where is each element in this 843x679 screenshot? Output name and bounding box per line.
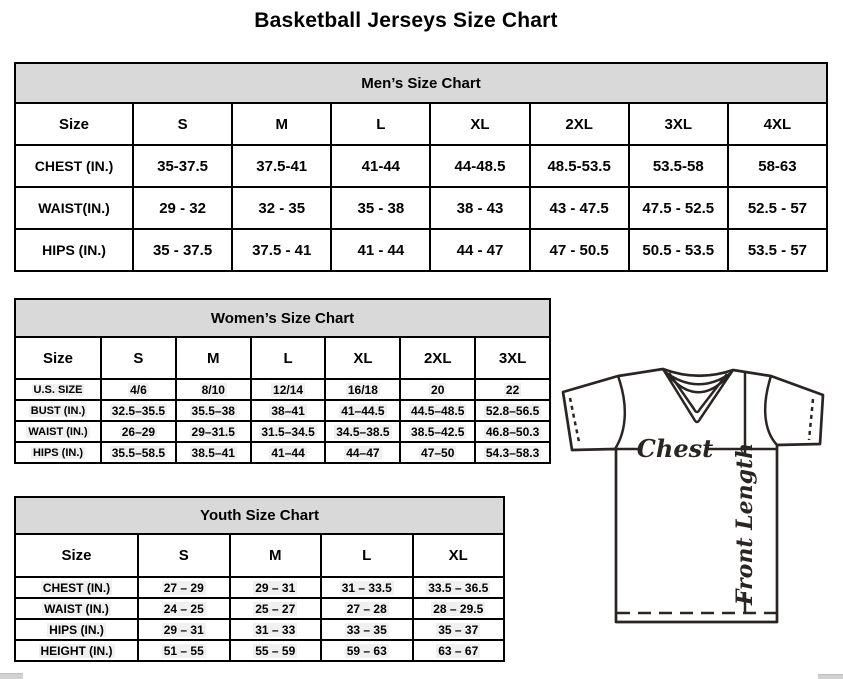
table-row bbox=[15, 640, 504, 661]
size-cell: 4/6 bbox=[101, 379, 176, 400]
size-cell: 8/10 bbox=[176, 379, 251, 400]
column-header: S bbox=[138, 534, 230, 577]
row-label: HIPS (IN.) bbox=[15, 229, 133, 271]
size-cell: 38.5–41 bbox=[176, 442, 251, 463]
size-cell: 46.8–50.3 bbox=[475, 421, 550, 442]
row-label: HEIGHT (IN.) bbox=[15, 640, 138, 661]
scrollbar-fragment-left[interactable] bbox=[0, 673, 23, 679]
column-header: XL bbox=[413, 534, 505, 577]
column-header: XL bbox=[325, 337, 400, 379]
size-cell: 54.3–58.3 bbox=[475, 442, 550, 463]
size-cell: 35.5–38 bbox=[176, 400, 251, 421]
womens-table-title: Women’s Size Chart bbox=[15, 299, 550, 337]
size-cell: 59 – 63 bbox=[321, 640, 413, 661]
column-header: M bbox=[176, 337, 251, 379]
size-cell: 43 - 47.5 bbox=[530, 187, 629, 229]
size-cell: 63 – 67 bbox=[413, 640, 505, 661]
size-cell: 35.5–58.5 bbox=[101, 442, 176, 463]
size-cell: 37.5-41 bbox=[232, 145, 331, 187]
youth-table-title: Youth Size Chart bbox=[15, 497, 504, 534]
row-label: CHEST (IN.) bbox=[15, 577, 138, 598]
size-cell: 34.5–38.5 bbox=[325, 421, 400, 442]
column-header: 2XL bbox=[400, 337, 475, 379]
size-cell: 55 – 59 bbox=[230, 640, 322, 661]
size-cell: 12/14 bbox=[251, 379, 326, 400]
size-cell: 53.5 - 57 bbox=[728, 229, 827, 271]
size-cell: 48.5-53.5 bbox=[530, 145, 629, 187]
column-header: 3XL bbox=[475, 337, 550, 379]
column-header: Size bbox=[15, 103, 133, 145]
size-cell: 27 – 28 bbox=[321, 598, 413, 619]
table-row bbox=[15, 442, 550, 463]
row-label: BUST (IN.) bbox=[15, 400, 101, 421]
size-cell: 53.5-58 bbox=[629, 145, 728, 187]
size-cell: 44.5–48.5 bbox=[400, 400, 475, 421]
youth-header-row bbox=[15, 534, 504, 577]
mens-header-row bbox=[15, 103, 827, 145]
size-cell: 52.8–56.5 bbox=[475, 400, 550, 421]
table-row bbox=[15, 229, 827, 271]
row-label: U.S. SIZE bbox=[15, 379, 101, 400]
size-cell: 32 - 35 bbox=[232, 187, 331, 229]
mens-table-band bbox=[15, 63, 827, 103]
jersey-diagram bbox=[558, 362, 843, 634]
size-cell: 20 bbox=[400, 379, 475, 400]
column-header: 3XL bbox=[629, 103, 728, 145]
size-cell: 37.5 - 41 bbox=[232, 229, 331, 271]
size-cell: 47–50 bbox=[400, 442, 475, 463]
column-header: XL bbox=[430, 103, 529, 145]
column-header: 4XL bbox=[728, 103, 827, 145]
size-cell: 47.5 - 52.5 bbox=[629, 187, 728, 229]
size-cell: 50.5 - 53.5 bbox=[629, 229, 728, 271]
size-cell: 41 - 44 bbox=[331, 229, 430, 271]
size-cell: 28 – 29.5 bbox=[413, 598, 505, 619]
size-cell: 44 - 47 bbox=[430, 229, 529, 271]
table-row bbox=[15, 598, 504, 619]
size-cell: 47 - 50.5 bbox=[530, 229, 629, 271]
mens-size-table bbox=[14, 62, 828, 272]
size-cell: 52.5 - 57 bbox=[728, 187, 827, 229]
size-cell: 27 – 29 bbox=[138, 577, 230, 598]
mens-table-title: Men’s Size Chart bbox=[15, 63, 827, 103]
page-title: Basketball Jerseys Size Chart bbox=[254, 9, 558, 32]
size-cell: 33.5 – 36.5 bbox=[413, 577, 505, 598]
front-length-label: Front Length bbox=[732, 442, 758, 606]
size-cell: 29 – 31 bbox=[138, 619, 230, 640]
size-cell: 38–41 bbox=[251, 400, 326, 421]
table-row bbox=[15, 421, 550, 442]
size-cell: 33 – 35 bbox=[321, 619, 413, 640]
scrollbar-fragment-right[interactable] bbox=[818, 674, 843, 679]
size-cell: 44–47 bbox=[325, 442, 400, 463]
size-cell: 58-63 bbox=[728, 145, 827, 187]
column-header: Size bbox=[15, 337, 101, 379]
size-cell: 22 bbox=[475, 379, 550, 400]
column-header: M bbox=[230, 534, 322, 577]
table-row bbox=[15, 187, 827, 229]
size-cell: 35 - 38 bbox=[331, 187, 430, 229]
size-cell: 41–44 bbox=[251, 442, 326, 463]
table-row bbox=[15, 577, 504, 598]
column-header: S bbox=[133, 103, 232, 145]
row-label: HIPS (IN.) bbox=[15, 619, 138, 640]
column-header: S bbox=[101, 337, 176, 379]
size-cell: 38.5–42.5 bbox=[400, 421, 475, 442]
womens-size-table bbox=[14, 298, 551, 464]
column-header: 2XL bbox=[530, 103, 629, 145]
womens-table-band bbox=[15, 299, 550, 337]
column-header: L bbox=[321, 534, 413, 577]
size-cell: 41–44.5 bbox=[325, 400, 400, 421]
size-cell: 35-37.5 bbox=[133, 145, 232, 187]
size-cell: 44-48.5 bbox=[430, 145, 529, 187]
row-label: HIPS (IN.) bbox=[15, 442, 101, 463]
column-header: M bbox=[232, 103, 331, 145]
row-label: WAIST(IN.) bbox=[15, 187, 133, 229]
size-cell: 35 – 37 bbox=[413, 619, 505, 640]
column-header: L bbox=[251, 337, 326, 379]
size-cell: 51 – 55 bbox=[138, 640, 230, 661]
size-cell: 31.5–34.5 bbox=[251, 421, 326, 442]
size-cell: 29–31.5 bbox=[176, 421, 251, 442]
youth-size-table bbox=[14, 496, 505, 662]
table-row bbox=[15, 619, 504, 640]
row-label: WAIST (IN.) bbox=[15, 598, 138, 619]
size-cell: 29 – 31 bbox=[230, 577, 322, 598]
size-cell: 31 – 33.5 bbox=[321, 577, 413, 598]
column-header: L bbox=[331, 103, 430, 145]
size-cell: 26–29 bbox=[101, 421, 176, 442]
size-cell: 25 – 27 bbox=[230, 598, 322, 619]
column-header: Size bbox=[15, 534, 138, 577]
row-label: CHEST (IN.) bbox=[15, 145, 133, 187]
womens-header-row bbox=[15, 337, 550, 379]
chest-label: Chest bbox=[636, 434, 714, 463]
size-cell: 16/18 bbox=[325, 379, 400, 400]
row-label: WAIST (IN.) bbox=[15, 421, 101, 442]
size-cell: 41-44 bbox=[331, 145, 430, 187]
size-cell: 38 - 43 bbox=[430, 187, 529, 229]
table-row bbox=[15, 400, 550, 421]
table-row bbox=[15, 379, 550, 400]
size-cell: 32.5–35.5 bbox=[101, 400, 176, 421]
size-cell: 29 - 32 bbox=[133, 187, 232, 229]
size-cell: 24 – 25 bbox=[138, 598, 230, 619]
table-row bbox=[15, 145, 827, 187]
youth-table-band bbox=[15, 497, 504, 534]
size-cell: 31 – 33 bbox=[230, 619, 322, 640]
size-cell: 35 - 37.5 bbox=[133, 229, 232, 271]
